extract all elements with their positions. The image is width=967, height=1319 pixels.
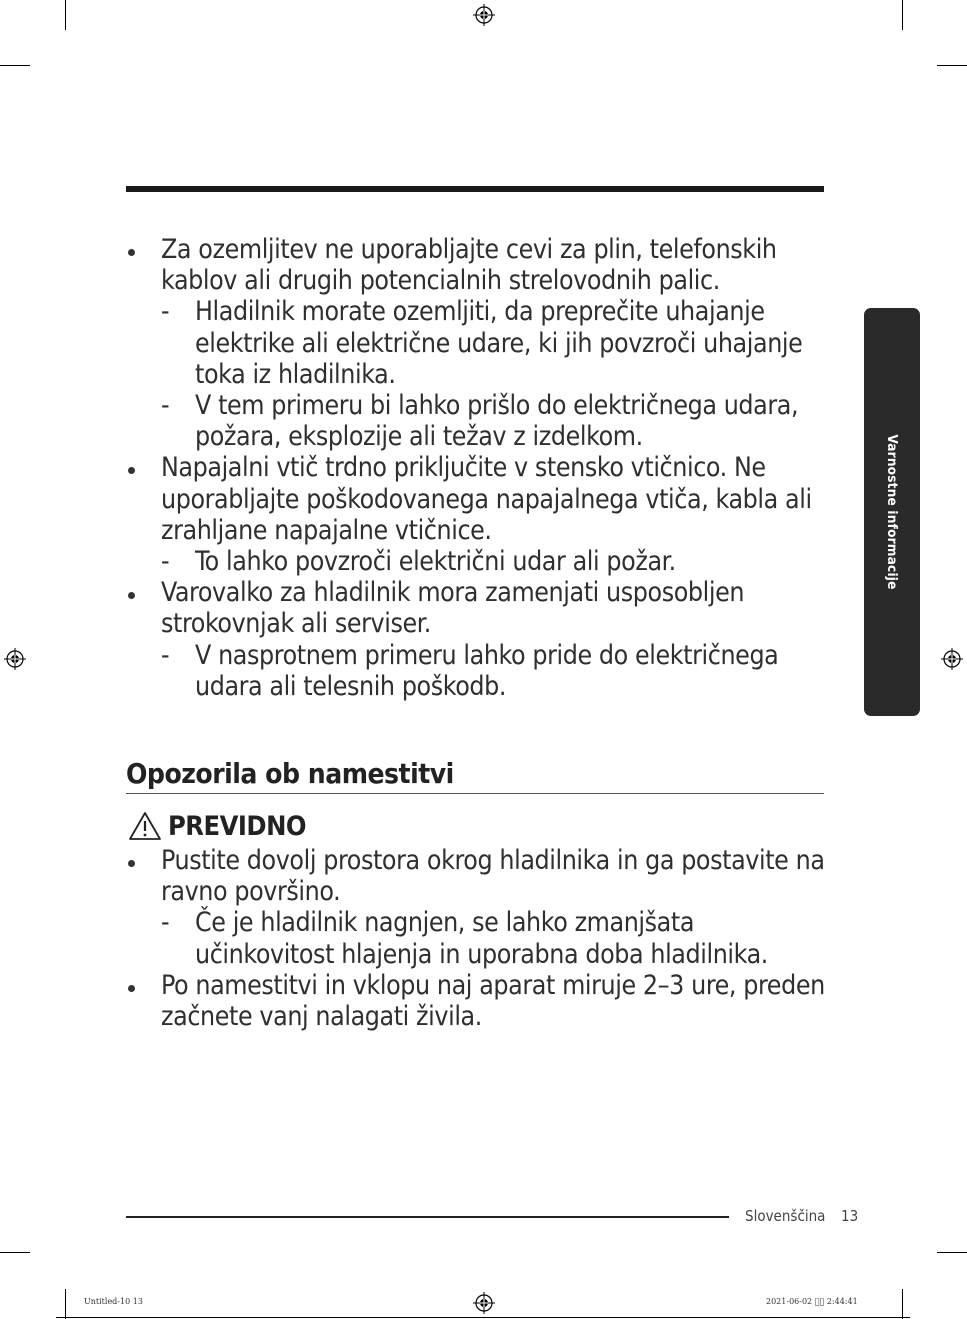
crop-mark	[937, 1252, 967, 1253]
list-item-text: Po namestitvi in vklopu naj aparat miruje 2–3 ure, preden začnete vanj nalagati živila.	[161, 969, 825, 1033]
section-title: Opozorila ob namestitvi	[126, 757, 454, 790]
print-slug-datetime: 2021-06-02 ￿￿ 2:44:41	[766, 1297, 858, 1306]
list-item-text: Pustite dovolj prostora okrog hladilnika in ga postavite na ravno površino.	[161, 845, 825, 908]
top-rule	[126, 186, 824, 192]
footer-rule	[126, 1216, 729, 1218]
crop-mark	[0, 65, 30, 66]
crop-mark	[902, 1289, 903, 1319]
registration-mark-icon	[473, 4, 495, 26]
dash: -	[161, 907, 170, 939]
sub-item-text: To lahko povzroči električni udar ali požar.	[195, 546, 676, 578]
print-slug-file: Untitled-10 13	[84, 1297, 143, 1306]
sub-item	[161, 296, 826, 390]
caution-heading	[128, 809, 306, 843]
list-item-text: Napajalni vtič trdno priključite v stensko vtičnico. Ne uporabljajte poškodovanega napajalnega vtiča, kabla ali zrahljane napajalne vtičnice.	[161, 452, 812, 546]
list-item-text: Varovalko za hladilnik mora zamenjati usposobljen strokovnjak ali serviser.	[161, 577, 745, 640]
list-item	[126, 452, 826, 546]
safety-list	[126, 234, 826, 702]
sub-item	[161, 390, 826, 452]
list-item	[126, 234, 826, 296]
sub-item	[161, 546, 826, 577]
crop-mark	[902, 0, 903, 30]
sub-item-text: Hladilnik morate ozemljiti, da preprečite uhajanje elektrike ali električne udare, ki jih povzroči uhajanje toka iz hladilnika.	[195, 296, 803, 390]
slug-line	[56, 1317, 910, 1318]
crop-mark	[65, 0, 66, 30]
section-rule	[126, 793, 824, 794]
list-item	[126, 970, 826, 1032]
sub-item-text: V tem primeru bi lahko prišlo do električnega udara, požara, eksplozije ali težav z izdelkom.	[195, 390, 799, 453]
sub-item-text: V nasprotnem primeru lahko pride do električnega udara ali telesnih poškodb.	[195, 639, 779, 702]
page-number: 13	[841, 1207, 859, 1225]
sub-item-text: Če je hladilnik nagnjen, se lahko zmanjšata učinkovitost hlajenja in uporabna doba hladilnika.	[195, 907, 768, 970]
installation-list	[126, 845, 826, 1032]
registration-mark-icon	[941, 648, 963, 670]
warning-triangle-icon	[128, 811, 162, 841]
dash: -	[161, 390, 170, 422]
registration-mark-icon	[473, 1292, 495, 1314]
footer-language: Slovenščina	[745, 1207, 826, 1225]
dash: -	[161, 546, 170, 578]
list-item	[126, 577, 826, 639]
registration-mark-icon	[4, 648, 26, 670]
crop-mark	[65, 1289, 66, 1319]
crop-mark	[937, 65, 967, 66]
dash: -	[161, 296, 170, 328]
sub-item	[161, 640, 826, 702]
sub-item	[161, 907, 826, 969]
list-item-text: Za ozemljitev ne uporabljajte cevi za plin, telefonskih kablov ali drugih potencialnih strelovodnih palic.	[161, 234, 777, 297]
caution-label: PREVIDNO	[168, 810, 307, 842]
side-tab-label: Varnostne informacije	[884, 434, 900, 590]
list-item	[126, 845, 826, 907]
dash: -	[161, 639, 170, 671]
crop-mark	[0, 1252, 30, 1253]
